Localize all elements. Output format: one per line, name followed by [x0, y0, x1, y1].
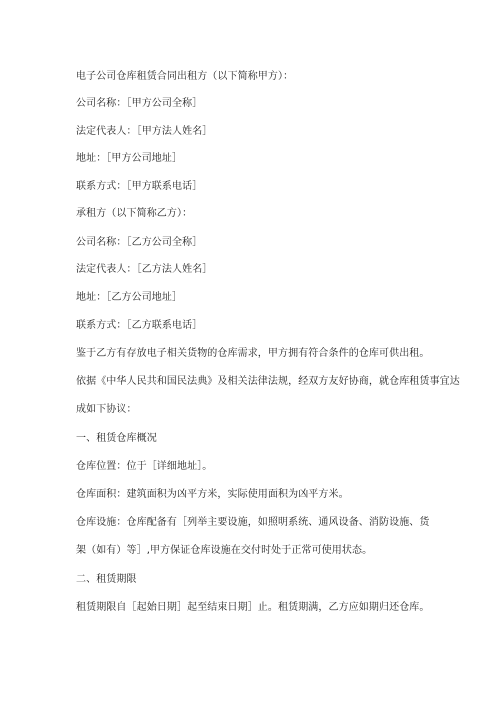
lessor-address: 地址：［甲方公司地址］: [76, 153, 183, 164]
lessee-legal-representative: 法定代表人：［乙方法人姓名］: [76, 264, 213, 275]
lessor-contact: 联系方式：［甲方联系电话］: [76, 181, 203, 192]
contract-heading: 电子公司仓库租赁合同出租方（以下简称甲方）：: [76, 71, 294, 82]
section-two-heading: 二、租赁期限: [76, 574, 137, 585]
warehouse-location: 仓库位置：位于［详细地址］。: [76, 461, 213, 472]
recital-paragraph: 鉴于乙方有存放电子相关货物的仓库需求，甲方拥有符合条件的仓库可供出租。: [76, 348, 430, 359]
lessor-legal-representative: 法定代表人：［甲方法人姓名］: [76, 126, 213, 137]
lessee-company-name: 公司名称：［乙方公司全称］: [76, 237, 203, 248]
warehouse-area: 仓库面积：建筑面积为凶平方米，实际使用面积为凶平方米。: [76, 489, 349, 500]
warehouse-facilities-line-2: 架（如有）等］,甲方保证仓库设施在交付时处于正常可使用状态。: [76, 545, 373, 556]
basis-paragraph-line-2: 成如下协议：: [76, 404, 137, 415]
lessor-company-name: 公司名称：［甲方公司全称］: [76, 98, 203, 109]
section-one-heading: 一、租赁仓库概况: [76, 433, 157, 444]
basis-paragraph-line-1: 依据《中华人民共和国民法典》及相关法律法规，经双方友好协商，就仓库租赁事宜达: [76, 376, 460, 387]
warehouse-facilities-line-1: 仓库设施：仓库配备有［列举主要设施，如照明系统、通风设备、消防设施、货: [76, 517, 430, 528]
lease-term: 租赁期限自［起始日期］起至结束日期］止。租赁期满，乙方应如期归还仓库。: [76, 602, 430, 613]
lessee-address: 地址：［乙方公司地址］: [76, 292, 183, 303]
lessee-heading: 承租方（以下简称乙方）：: [76, 208, 193, 219]
lessee-contact: 联系方式：［乙方联系电话］: [76, 320, 203, 331]
